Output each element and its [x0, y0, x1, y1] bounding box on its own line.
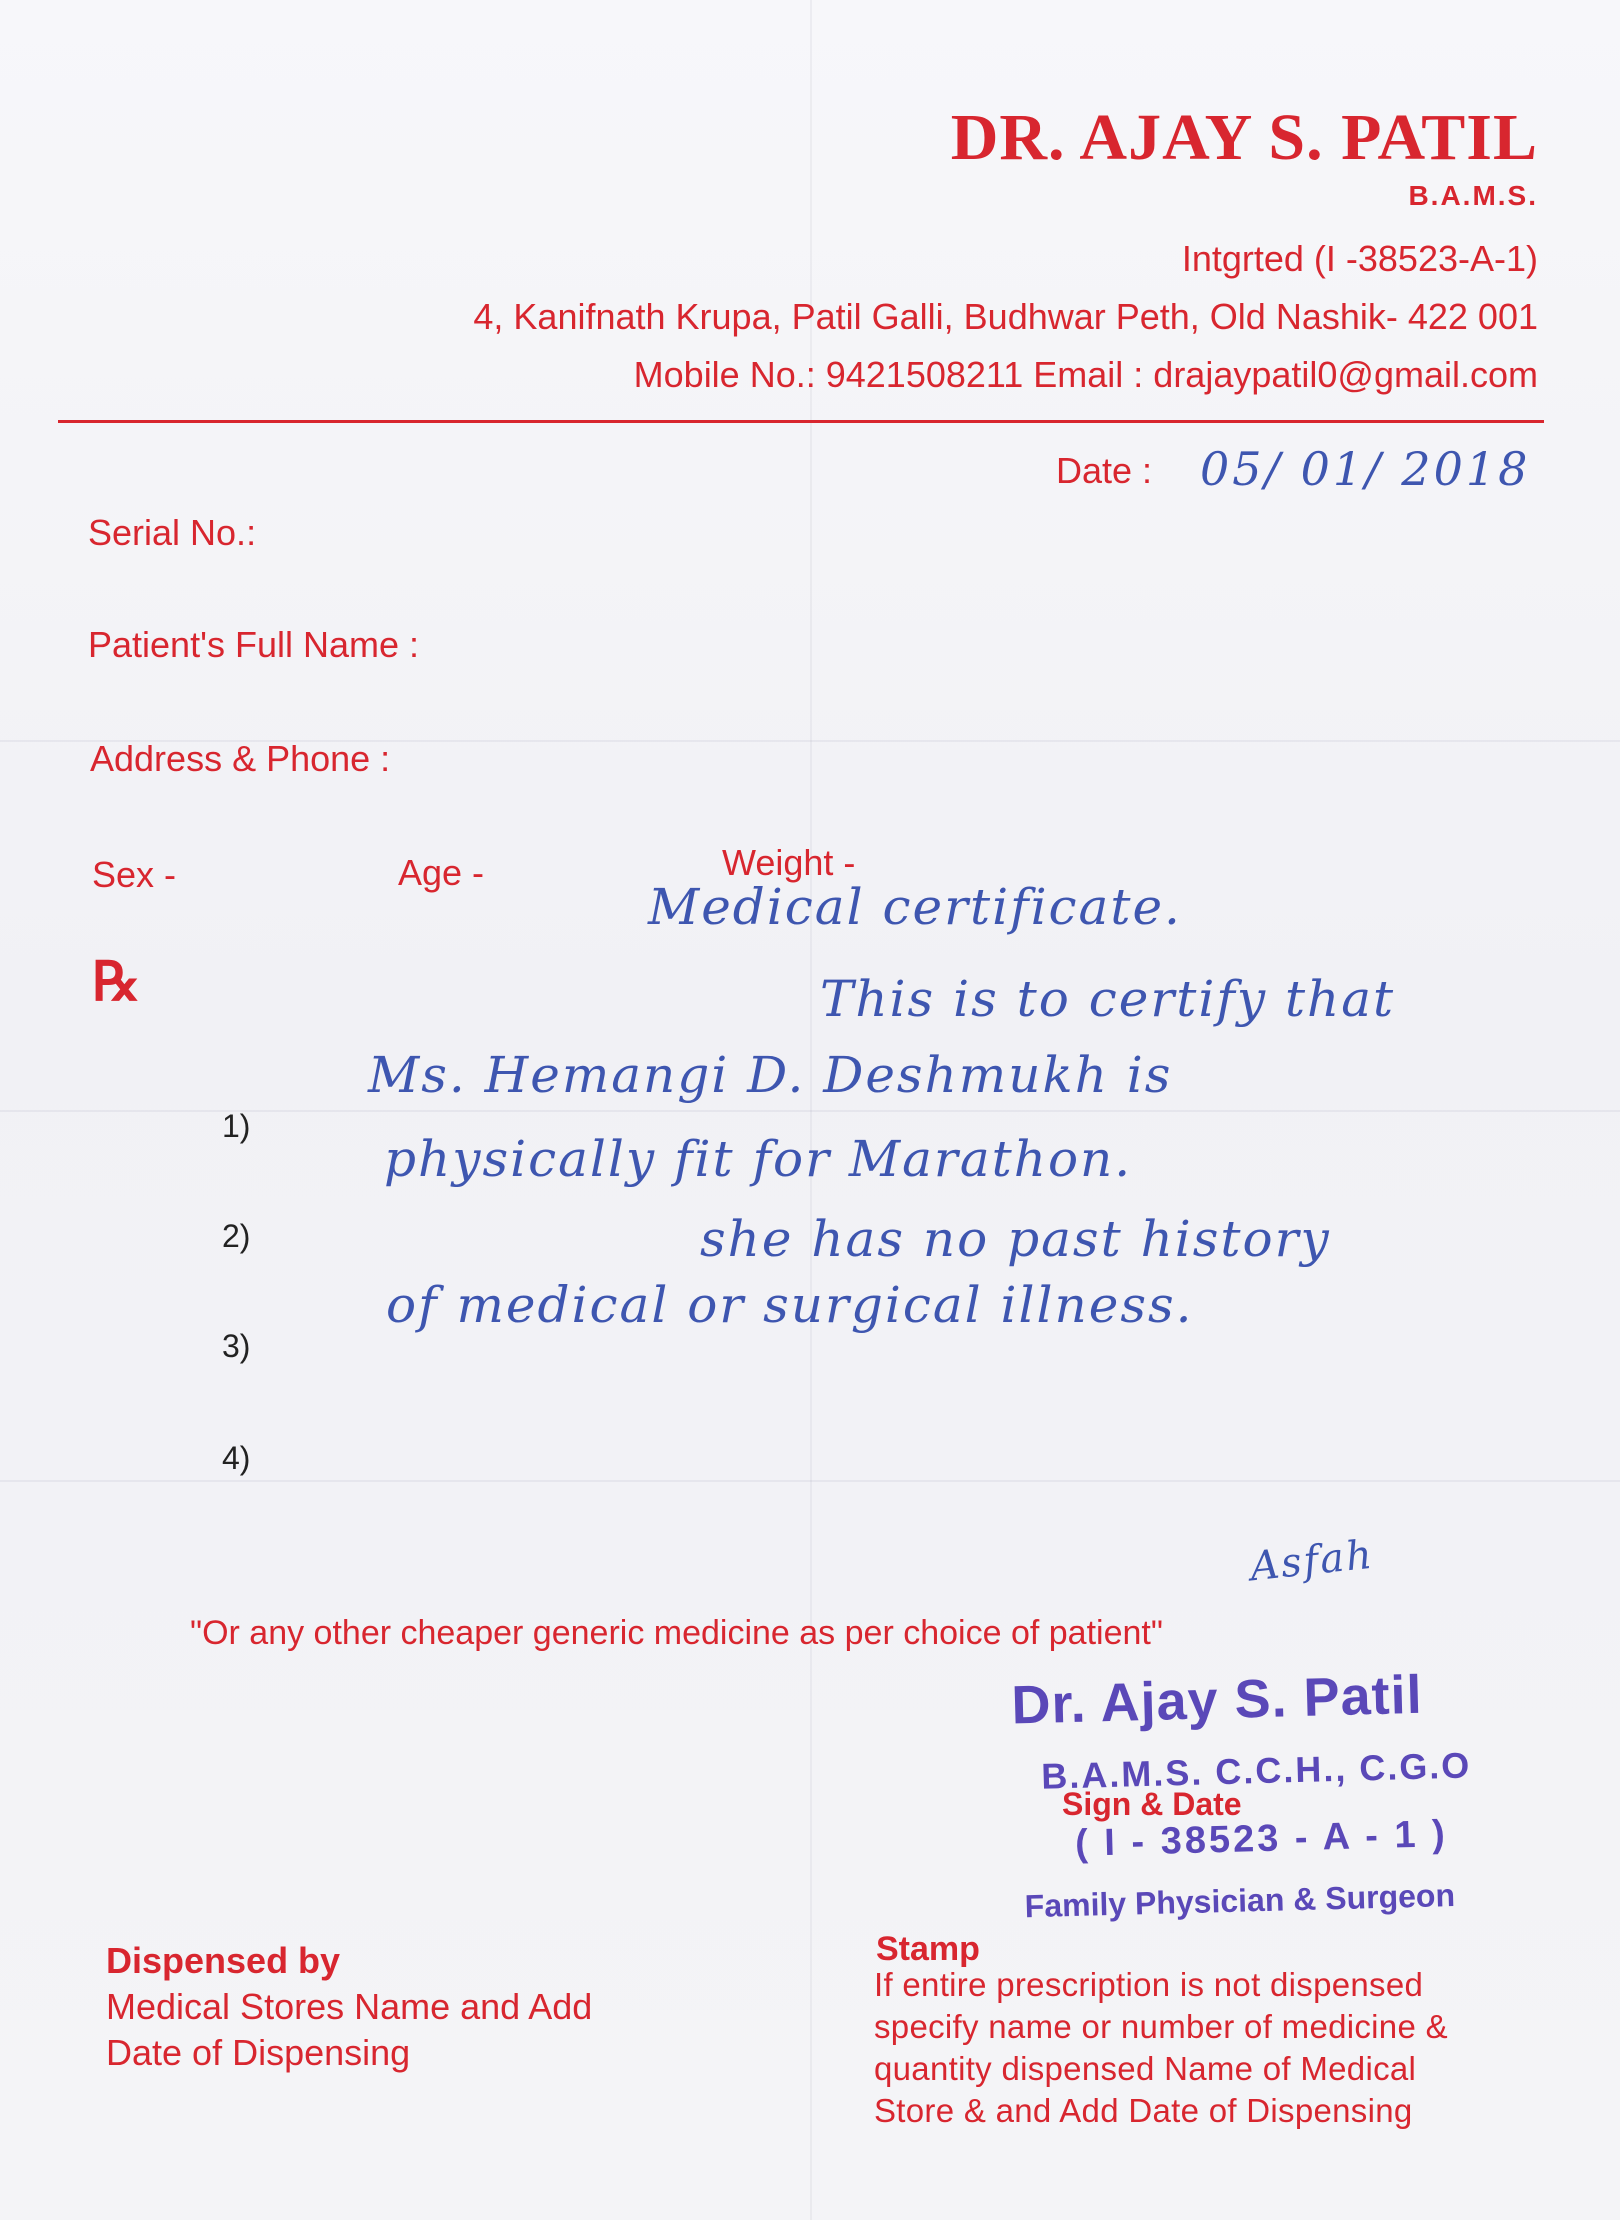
- address-label: Address & Phone :: [90, 738, 391, 779]
- certificate-line: This is to certify that: [820, 970, 1396, 1028]
- item-number: 2): [222, 1218, 251, 1254]
- item-number: 1): [222, 1108, 251, 1144]
- header-rule: [58, 420, 1544, 423]
- stamp-instruction-line: Store & and Add Date of Dispensing: [874, 2092, 1413, 2129]
- serial-label: Serial No.:: [88, 512, 257, 553]
- stamp-title: Family Physician & Surgeon: [1024, 1876, 1456, 1925]
- age-label: Age -: [398, 852, 485, 893]
- certificate-line: of medical or surgical illness.: [386, 1276, 1194, 1334]
- stamp-instruction-line: specify name or number of medicine &: [874, 2008, 1448, 2045]
- item-number: 3): [222, 1328, 251, 1364]
- handwritten-initials: Asfah: [1247, 1531, 1376, 1591]
- clinic-contact: Mobile No.: 9421508211 Email : drajaypatil0@gmail.com: [633, 354, 1538, 395]
- certificate-heading: Medical certificate.: [648, 878, 1182, 936]
- stamp-registration: ( I - 38523 - A - 1 ): [1074, 1813, 1449, 1865]
- stamp-section-title: Stamp: [876, 1930, 980, 1968]
- doctor-qualification: B.A.M.S.: [1408, 180, 1538, 211]
- item-number: 4): [222, 1440, 251, 1476]
- generic-medicine-note: "Or any other cheaper generic medicine as per choice of patient": [190, 1614, 1163, 1652]
- certificate-line: she has no past history: [700, 1210, 1331, 1268]
- doctor-name: DR. AJAY S. PATIL: [950, 101, 1538, 174]
- certificate-line: Ms. Hemangi D. Deshmukh is: [368, 1046, 1173, 1104]
- patient-name-label: Patient's Full Name :: [88, 624, 419, 665]
- weight-label: Weight -: [722, 842, 856, 883]
- doctor-registration: Intgrted (I -38523-A-1): [1181, 238, 1538, 279]
- date-label: Date :: [1056, 450, 1153, 491]
- stamp-instruction-line: If entire prescription is not dispensed: [874, 1966, 1424, 2003]
- dispensed-by-title: Dispensed by: [106, 1940, 341, 1981]
- clinic-address: 4, Kanifnath Krupa, Patil Galli, Budhwar Peth, Old Nashik- 422 001: [473, 296, 1538, 337]
- rx-symbol: ℞: [92, 952, 141, 1012]
- stamp-qualification: B.A.M.S. C.C.H., C.G.O: [1040, 1744, 1472, 1797]
- stamp-name: Dr. Ajay S. Patil: [1010, 1664, 1424, 1736]
- dispensed-line: Medical Stores Name and Add: [106, 1986, 593, 2027]
- sex-label: Sex -: [92, 854, 177, 895]
- sign-date-label: Sign & Date: [1062, 1786, 1242, 1822]
- date-value: 05/ 01/ 2018: [1200, 442, 1531, 496]
- dispensed-line: Date of Dispensing: [106, 2032, 411, 2073]
- stamp-instruction-line: quantity dispensed Name of Medical: [874, 2050, 1417, 2087]
- certificate-line: physically fit for Marathon.: [384, 1130, 1133, 1188]
